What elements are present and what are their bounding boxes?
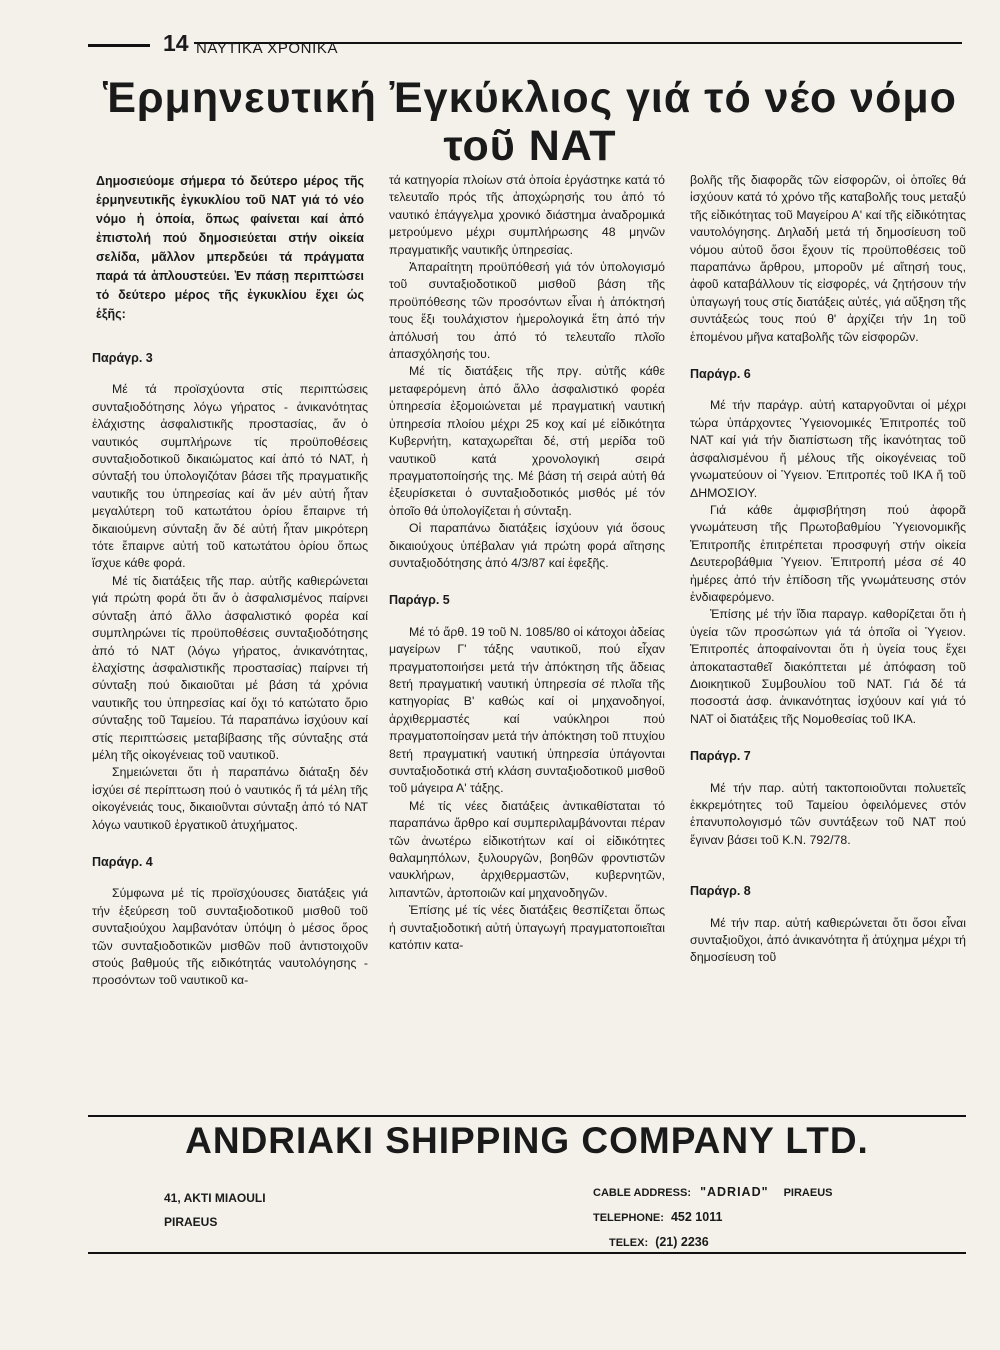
subheading-para6: Παράγρ. 6 (690, 367, 751, 382)
paragraph: Μέ τά προϊσχύοντα στίς περιπτώσεις συνταξιοδότησης λόγω γήρατος - ἀνικανότητας ἐλάχιστης ἀσφαλιστικῆς προστασίας, ἄν ὁ ναυτικός συμπλήρωνε τίς προϋποθέσεις συνταξιοδοτικοῦ δικαιώματος καί ἀπό τό ΝΑΤ, ἡ σύνταξή του ὑπολογιζόταν βάσει τῆς πραγματικῆς ναυτικῆς του ὑπηρεσίας καί ἄν μέν αὐτή ἦταν μεγαλύτερη τοῦ κατωτάτου ὁρίου ἔπαιρνε τή δικαιούμενη σύνταξη ἄν δέ αὐτή ἦταν μικρότερη τότε ἔπαιρνε αὐτή τοῦ κατωτάτου ὁρίου ὅπως ἴσχυε κάθε φορά. (92, 382, 368, 571)
article-intro: Δημοσιεύομε σήμερα τό δεύτερο μέρος τῆς ἑρμηνευτικῆς ἐγκυκλίου τοῦ ΝΑΤ γιά τό νέο νόμο ἡ ὁποία, ὅπως φαίνεται καί ἀπό ἐπιστολή πού δημοσιεύεται στήν οἰκεία σελίδα, μᾶλλον μπερδεύει τά πράγματα παρά τά ἁπλουστεύει. Ἐν πάσῃ περιπτώσει τό δεύτερο μέρος τῆς ἐγκυκλίου ἔχει ὡς ἑξῆς: (96, 174, 364, 321)
paragraph: Σύμφωνα μέ τίς προϊσχύουσες διατάξεις γιά τήν ἐξεύρεση τοῦ συνταξιοδοτικοῦ μισθοῦ τοῦ συνταξιούχου λαμβανόταν ὑπόψη ὁ μέσος ὅρος τῶν συνταξιοδοτικῶν μισθῶν ποῦ ἀντιστοιχοῦν στούς βαθμούς τῆς ειδικότητάς ναυτολόγησης - προσόντων τοῦ ναυτικοῦ κα- (92, 886, 368, 988)
advert-contact (593, 1180, 833, 1255)
paragraph: Σημειώνεται ὅτι ἡ παραπάνω διάταξη δέν ἰσχύει σέ περίπτωση πού ὁ ναυτικός ἤ τά μέλη τῆς οἰκογένειάς τους, δικαιοῦνται σύνταξη ἀπό τό ΝΑΤ λόγω ναυτικοῦ ἐργατικοῦ ἀτυχήματος. (92, 765, 368, 832)
publication-name: ΝΑΥΤΙΚΑ ΧΡΟΝΙΚΑ (196, 40, 339, 57)
telex-value: (21) 2236 (655, 1235, 709, 1249)
address-line1: 41, AKTI MIAOULI (164, 1191, 266, 1205)
article-title-line2: τοῦ ΝΑΤ (443, 122, 617, 170)
subheading-para5: Παράγρ. 5 (389, 593, 450, 608)
subheading-para4: Παράγρ. 4 (92, 854, 153, 869)
page-header (88, 30, 962, 62)
paragraph: Μέ τήν παρ. αὐτή καθιερώνεται ὅτι ὅσοι εἶναι συνταξιοῦχοι, ἀπό ἀνικανότητα ἤ ἀτύχημα μέχρι τή δημοσίευση τοῦ (690, 915, 966, 965)
telex-label: TELEX: (609, 1237, 649, 1249)
paragraph: Μέ τήν παρ. αὐτή τακτοποιοῦνται πολυετεῖς ἐκκρεμότητες τοῦ Ταμείου ὀφειλόμενες στόν ἐπανυπολογισμό τῶν συντάξεων τοῦ ΝΑΤ πού ἔγιναν βάσει τοῦ Κ.Ν. 792/78. (690, 780, 966, 847)
paragraph: Μέ τίς νέες διατάξεις ἀντικαθίσταται τό παραπάνω ἄρθρο καί συμπεριλαμβάνονται πέραν τῶν ἀνωτέρω εἰδικοτήτων καί οἱ εἰδικότητες θαλαμηπόλων, ξυλουργῶν, βοηθῶν φροντιστῶν ναυκλήρων, ἀρχιθερμαστῶν, κυβερνητῶν, λιπαντῶν, ἀρτοποιῶν καί μηχανοδηγῶν. (389, 798, 665, 900)
paragraph: Μέ τίς διατάξεις τῆς πργ. αὐτῆς κάθε μεταφερόμενη ἀπό ἄλλο ἀσφαλιστικό φορέα ὑπηρεσία ἐξομοιώνεται μέ πραγματική ναυτική ὑπηρεσία πλοίου μέχρι 25 κοχ καί μέ εἰδικότητα Κυβερνήτη, καταχωρεῖται δέ, στή μερίδα τοῦ ναυτικοῦ κατά χρονολογική σειρά πραγματοποίησής της. Μέ βάση τή σειρά αὐτή θά ἐξευρίσκεται ὁ συνταξιοδοτικός μισθός μέ τόν ὁποῖο θά ὑπολογίζεται ἡ σύνταξη. (389, 364, 665, 518)
telephone-line (593, 1205, 833, 1230)
cable-city: PIRAEUS (783, 1187, 833, 1199)
address-line2: PIRAEUS (164, 1215, 218, 1229)
subheading-para7: Παράγρ. 7 (690, 749, 751, 764)
article-title (90, 74, 970, 170)
advert-address (164, 1186, 266, 1234)
paragraph: Μέ τίς διατάξεις τῆς παρ. αὐτῆς καθιερώνεται γιά πρώτη φορά ὅτι ἄν ὁ ἀσφαλισμένος παίρνει σύνταξη ἀπό ἄλλο ἀσφαλιστικό φορέα καί συμπληρώνει τίς προϋποθέσεις συνταξιοδότησης ἀπό τό ΝΑΤ (λόγω γήρατος, ἀνικανότητας, ἐλαχίστης ἀσφαλιστικῆς προστασίας) παίρνει τή σύνταξη πού δικαιοῦται μέ βάση τά χρόνια ναυτικῆς του ὑπηρεσίας καί ὄχι τό κατώτατο ὅριο σύνταξης τοῦ Ταμείου. Τά παραπάνω ἰσχύουν καί στίς περιπτώσεις μεταβίβασης τῆς σύνταξης στά μέλη τῆς οἰκογένειας τοῦ ναυτικοῦ. (92, 573, 368, 762)
paragraph: βολῆς τῆς διαφορᾶς τῶν εἰσφορῶν, οἱ ὁποῖες θά ἰσχύουν κατά τό χρόνο τῆς καταβολῆς τους μεταξύ τῆς εἰδικότητας τοῦ Μαγείρου Α' καί τῆς εἰδικότητας ναυτολόγησης. Δηλαδή μετά τή δημοσίευση τοῦ νόμου αὐτοῦ ὅσοι ἔχουν τίς προϋποθέσεις τοῦ παραπάνω ἄρθρου, μποροῦν μέ αἴτησή τους, ἀφοῦ καταβάλλουν τίς εἰσφορές, νά ζητήσουν τήν ὑπαγωγή τους στίς διατάξεις αὐτές, γιά αὔξηση τῆς συντάξεώς τους πού θ' ἀρχίζει τήν 1η τοῦ ἑπομένου μῆνα καταβολῆς τῶν εἰσφορῶν. (690, 173, 966, 344)
subheading-para3: Παράγρ. 3 (92, 351, 153, 365)
cable-address-line (593, 1180, 833, 1205)
paragraph: Ἐπίσης μέ τίς νέες διατάξεις θεσπίζεται ὅπως ἡ συνταξιοδοτική αὐτή ὑπαγωγή πραγματοποιεῖται κατόπιν κατα- (389, 903, 665, 953)
cable-label: CABLE ADDRESS: (593, 1187, 691, 1199)
paragraph: Μέ τήν παράγρ. αὐτή καταργοῦνται οἱ μέχρι τώρα ὑπάρχοντες Ὑγειονομικές Ἐπιτροπές τοῦ ΝΑΤ καί γιά τήν διαπίστωση τῆς ἱκανότητας τοῦ ἀσφαλισμένου ἤ μέλους τῆς οἰκογένειας τοῦ γνωματεύουν οἱ Ὑγειον. Ἐπιτροπές τοῦ ΙΚΑ ἤ τοῦ ΔΗΜΟΣΙΟΥ. (690, 398, 966, 500)
paragraph: Ἀπαραίτητη προϋπόθεσή γιά τόν ὑπολογισμό τοῦ συνταξιοδοτικοῦ μισθοῦ βάση τῆς προϋπόθεσης τῶν προσόντων εἶναι ἡ ἀπόκτησή τους ἔξι τουλάχιστον ἡμερολογικά ἔτη ἀπό τήν ἀπόλυσή του ἀπό τό τελευταῖο πλοῖο ἀπασχόλησής του. (389, 260, 665, 362)
paragraph: Ἐπίσης μέ τήν ἴδια παραγρ. καθορίζεται ὅτι ἡ ὑγεία τῶν προσώπων γιά τά ὁποῖα οἱ Ὑγειον. Ἐπιτροπές ἀποφαίνονται ὅτι ἡ ὑγεία τους ἔχει ἀποκατασταθεῖ διακόπτεται μέ ἀπόφαση τοῦ Διοικητικοῦ Συμβουλίου τοῦ ΝΑΤ. Γιά δέ τά ποσοστά ἀσφ. ἀνικανότητας ἰσχύουν καί γιά τό ΝΑΤ οἱ διατάξεις τῆς Νομοθεσίας τοῦ ΙΚΑ. (690, 607, 966, 726)
column-3 (690, 172, 966, 967)
subheading-para8: Παράγρ. 8 (690, 884, 751, 899)
paragraph: Οἱ παραπάνω διατάξεις ἰσχύουν γιά ὅσους δικαιούχους ὑπέβαλαν γιά πρώτη φορά αἴτησης συνταξιοδότησης ἀπό 4/3/87 καί ἐφεξῆς. (389, 521, 665, 570)
header-rule-left (88, 44, 150, 47)
telephone-value: 452 1011 (670, 1210, 723, 1224)
paragraph: Γιά κάθε ἀμφισβήτηση πού ἀφορᾶ γνωμάτευση τῆς Πρωτοβαθμίου Ὑγειονομικῆς Ἐπιτροπῆς ἐπιτρέπεται προσφυγή στήν οἰκεία Δευτεροβάθμια Ὑγειον. Ἐπιτροπή μέσα σέ 40 ἡμέρες ἀπό τήν ἐπίδοση τῆς γνωμάτευσης στόν ἐνδιαφερόμενο. (690, 502, 966, 604)
telephone-label: TELEPHONE: (593, 1212, 664, 1224)
paragraph: τά κατηγορία πλοίων στά ὁποία ἐργάστηκε κατά τό τελευταῖο πρός τῆς ἀποχώρησής του ἀπό τό ναυτικό ἐπάγγελμα χρονικό διάστημα ἀναδρομικά μετρούμενο μέχρι συμπλήρωσης 48 μηνῶν πραγματικῆς ναυτικῆς ὑπηρεσίας. (389, 173, 665, 257)
article-title-line1: Ἑρμηνευτική Ἐγκύκλιος γιά τό νέο νόμο (103, 74, 957, 122)
advert-company-name: ANDRIAKI SHIPPING COMPANY LTD. (185, 1120, 869, 1161)
column-1 (92, 172, 368, 990)
advert-top-rule (88, 1115, 966, 1117)
paragraph: Μέ τό ἄρθ. 19 τοῦ Ν. 1085/80 οἱ κάτοχοι ἀδείας μαγείρων Γ' τάξης ναυτικοῦ, πού εἶχαν πραγματοποιήσει μετά τήν ἀπόκτηση τῆς ἄδειας 8ετή πραγματική ναυτική ὑπηρεσία σέ πλοῖα τῆς κατηγορίας Β' καθώς καί οἱ μηχανοδηγοί, ἀρχιθερμαστές καί ναύκληροι πού πραγματοποίησαν μετά τήν ἀπόκτηση τοῦ πτυχίου 8ετή πραγματική ναυτική ὑπηρεσία ὑπάγονται συνταξιοδοτικά στή κλάση συνταξιοδοτικοῦ μισθοῦ τοῦ μάγειρα Α' τάξης. (389, 624, 665, 796)
cable-value: "ADRIAD" (700, 1185, 769, 1199)
column-2 (389, 172, 665, 954)
advert-bottom-rule (88, 1252, 966, 1254)
page-number: 14 (163, 30, 189, 56)
